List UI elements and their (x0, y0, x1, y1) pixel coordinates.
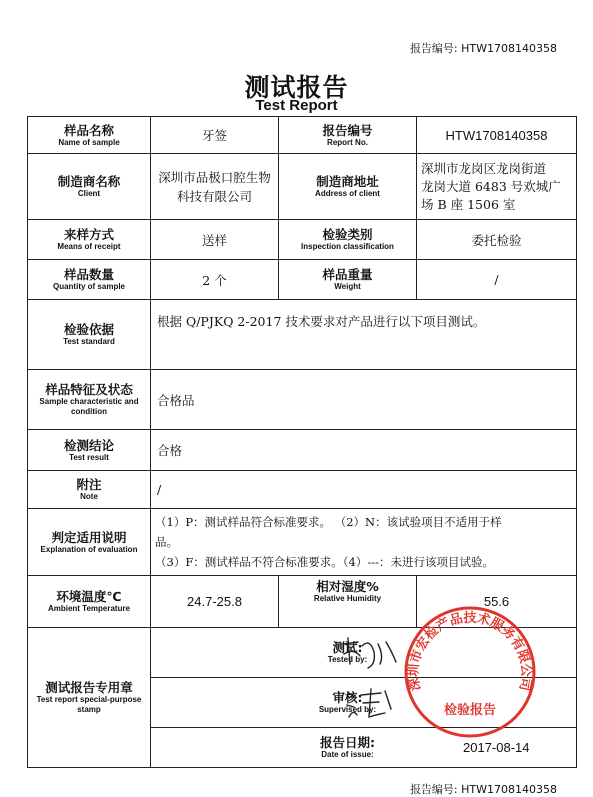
table-row (28, 576, 577, 628)
address-value: 深圳市龙岗区龙岗街道 龙岗大道 6483 号欢城广 场 B 座 1506 室 (417, 154, 577, 220)
tested-by-signature (340, 634, 400, 674)
supervised-signature-cell (417, 678, 577, 728)
standard-value: 根据 Q/PJKQ 2-2017 技术要求对产品进行以下项目测试。 (151, 300, 577, 370)
quantity-value: 2 个 (151, 260, 279, 300)
report-number-footer: 报告编号: HTW1708140358 (409, 783, 557, 796)
inspection-label: 检验类别 Inspection classification (279, 220, 417, 260)
temperature-label: 环境温度℃ Ambient Temperature (28, 576, 151, 628)
table-row (28, 300, 577, 370)
humidity-value: 55.6 (417, 576, 577, 628)
page-subtitle: Test Report (255, 97, 338, 114)
explanation-label: 判定适用说明 Explanation of evaluation (28, 509, 151, 576)
table-row (28, 220, 577, 260)
table-row (28, 430, 577, 471)
table-row (28, 260, 577, 300)
table-row (28, 154, 577, 220)
supervised-by-signature (345, 685, 395, 721)
report-no-label: 报告编号 Report No. (279, 117, 417, 154)
date-label: 报告日期: Date of issue: (279, 728, 417, 768)
seal-ring-text: 深圳市宏检产品技术服务有限公司 (406, 610, 534, 692)
report-table (27, 116, 577, 768)
page-title: 测试报告 (244, 73, 349, 102)
seal-center-text: 检验报告 (443, 703, 497, 718)
table-row (28, 628, 577, 678)
humidity-label: 相对湿度% Relative Humidity (279, 576, 417, 628)
note-label: 附注 Note (28, 471, 151, 509)
stamp-label: 测试报告专用章 Test report special-purpose stamp (28, 628, 151, 768)
report-number-header: 报告编号: HTW1708140358 (409, 42, 557, 55)
sample-name-value: 牙签 (151, 117, 279, 154)
quantity-label: 样品数量 Quantity of sample (28, 260, 151, 300)
supervised-label: 审核: Supervised by: (279, 678, 417, 728)
note-value: / (151, 471, 577, 509)
temperature-value: 24.7-25.8 (151, 576, 279, 628)
tested-label: 测试: Tested by: (279, 628, 417, 678)
table-row (28, 117, 577, 154)
date-value: 2017-08-14 (417, 728, 577, 768)
inspection-value: 委托检验 (417, 220, 577, 260)
client-label: 制造商名称 Client (28, 154, 151, 220)
tested-signature-cell (417, 628, 577, 678)
receipt-label: 来样方式 Means of receipt (28, 220, 151, 260)
table-row (28, 370, 577, 430)
explanation-value: （1）P：测试样品符合标准要求。 （2）N：该试验项目不适用于样 品。 （3）F：测试样品不符合标准要求。（4）---：未进行该项目试验。 (151, 509, 577, 576)
receipt-value: 送样 (151, 220, 279, 260)
weight-label: 样品重量 Weight (279, 260, 417, 300)
characteristic-label: 样品特征及状态 Sample characteristic and condition (28, 370, 151, 430)
characteristic-value: 合格品 (151, 370, 577, 430)
sample-name-label: 样品名称 Name of sample (28, 117, 151, 154)
weight-value: / (417, 260, 577, 300)
report-no-value: HTW1708140358 (417, 117, 577, 154)
result-value: 合格 (151, 430, 577, 471)
client-value: 深圳市品极口腔生物 科技有限公司 (151, 154, 279, 220)
standard-label: 检验依据 Test standard (28, 300, 151, 370)
address-label: 制造商地址 Address of client (279, 154, 417, 220)
table-row (28, 509, 577, 576)
result-label: 检测结论 Test result (28, 430, 151, 471)
table-row (28, 471, 577, 509)
